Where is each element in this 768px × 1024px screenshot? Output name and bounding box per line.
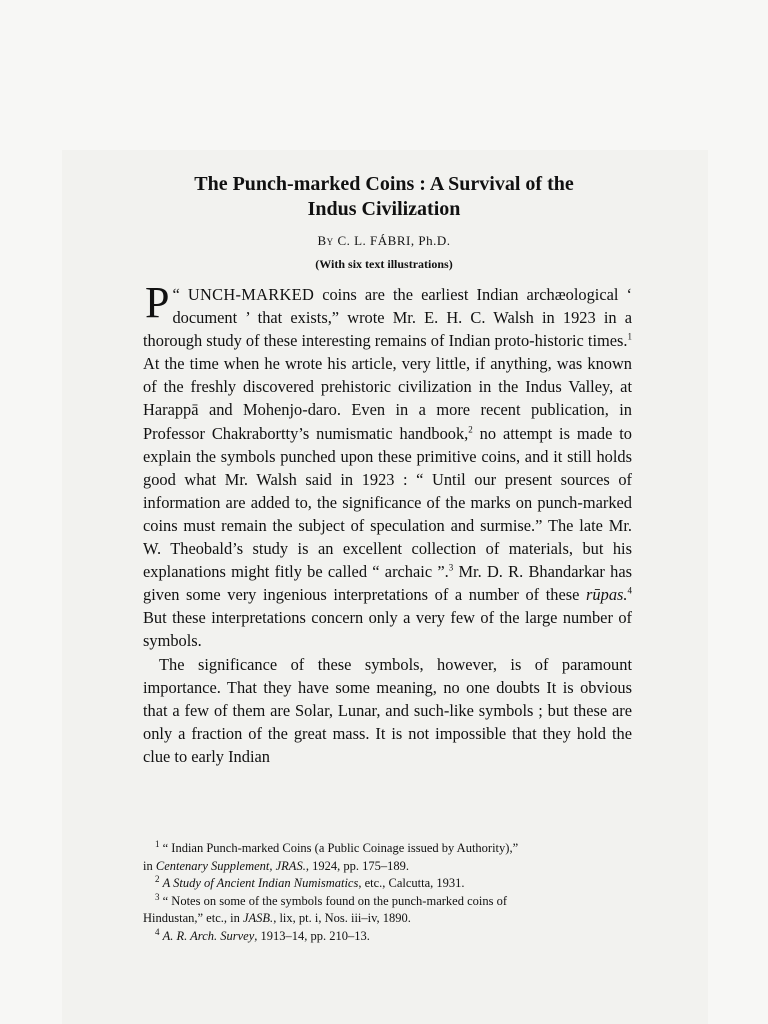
footnote-4-number: 4 bbox=[155, 926, 160, 937]
footnote-4-source: A. R. Arch. Survey bbox=[162, 928, 255, 943]
illustrations-note: (With six text illustrations) bbox=[315, 257, 453, 271]
footnote-1-text-c: , 1924, pp. 175–189. bbox=[305, 858, 409, 873]
p1-text-3: no attempt is made to explain the symbols punched upon these primitive coins, and it still holds good what Mr. Walsh said in 1923 : “ Until our present sources of information are added to, the significance of the marks on punch-marked coins must remain the subject of speculation and surmise.” The late Mr. W. Theobald’s study is an excellent collection of materials, but his explanations might fitly be called “ archaic ”. bbox=[143, 423, 632, 582]
footnote-3-continued bbox=[143, 910, 632, 928]
p1-text-2: At the time when he wrote his article, very little, if anything, was known of the freshly discovered prehistoric civilization in the Indus Valley, at Harappā and Mohenjo-daro. Even in a more recent publication, in Professor Chakrabortty’s numismatic handbook, bbox=[143, 354, 632, 443]
footnote-1-number: 1 bbox=[155, 838, 160, 849]
p1-text-4: Mr. D. R. Bhandarkar has given some very ingenious interpretations of a number of these bbox=[143, 562, 632, 605]
footnote-3-source: JASB. bbox=[242, 911, 274, 926]
footnote-2-text: , etc., Calcutta, 1931. bbox=[358, 876, 465, 891]
byline-prefix: By bbox=[317, 233, 334, 248]
footnote-4 bbox=[143, 928, 632, 946]
article-body bbox=[143, 278, 632, 768]
lead-caps: UNCH-MARKED bbox=[187, 285, 315, 304]
title-line-2: Indus Civilization bbox=[307, 198, 461, 220]
drop-cap: P bbox=[145, 278, 170, 327]
footnote-1-text-a: “ Indian Punch-marked Coins (a Public Coinage issued by Authority),” bbox=[162, 841, 519, 855]
footnote-ref-1: 1 bbox=[627, 331, 632, 342]
footnotes bbox=[143, 840, 632, 946]
title-line-1: The Punch-marked Coins : A Survival of the bbox=[194, 173, 574, 195]
footnote-2 bbox=[143, 875, 632, 893]
footnote-1-source: Centenary Supplement, JRAS. bbox=[155, 858, 306, 873]
footnote-ref-4: 4 bbox=[627, 585, 632, 596]
footnote-3-text-c: , lix, pt. i, Nos. iii–iv, 1890. bbox=[273, 911, 411, 926]
byline bbox=[120, 233, 648, 249]
rupas-term: rūpas. bbox=[586, 585, 628, 605]
footnote-2-source: A Study of Ancient Indian Numismatics bbox=[162, 876, 359, 891]
footnote-2-number: 2 bbox=[155, 874, 160, 885]
paragraph-1 bbox=[143, 278, 632, 653]
p1-text-1: coins are the earliest Indian archæological ‘ document ’ that exists,” wrote Mr. E. H. C. Walsh in 1923 in a thorough study of these interesting remains of Indian proto-historic times. bbox=[143, 285, 632, 351]
footnote-3-number: 3 bbox=[155, 891, 160, 902]
p1-text-5: But these interpretations concern only a very few of the large number of symbols. bbox=[143, 608, 632, 651]
footnote-1-continued bbox=[143, 858, 632, 876]
footnote-3-text-b: Hindustan,” etc., in bbox=[143, 911, 243, 926]
footnote-3 bbox=[143, 893, 632, 911]
footnote-4-text: , 1913–14, pp. 210–13. bbox=[254, 928, 370, 943]
footnote-3-text-a: “ Notes on some of the symbols found on the punch-marked coins of bbox=[162, 893, 508, 908]
article-title bbox=[120, 172, 648, 222]
paragraph-2: The significance of these symbols, however, is of paramount importance. That they have some meaning, no one doubts It is obvious that a few of them are Solar, Lunar, and such-like symbols ; but these are only a fraction of the great mass. It is not impossible that they hold the clue to early Indian bbox=[143, 654, 632, 766]
footnote-1 bbox=[143, 840, 632, 858]
footnote-ref-3: 3 bbox=[448, 562, 454, 573]
byline-author: C. L. FÁBRI, Ph.D. bbox=[337, 233, 451, 248]
footnote-ref-2: 2 bbox=[468, 424, 473, 435]
open-quote: “ bbox=[172, 285, 188, 304]
footnote-1-text-b: in bbox=[143, 858, 156, 873]
